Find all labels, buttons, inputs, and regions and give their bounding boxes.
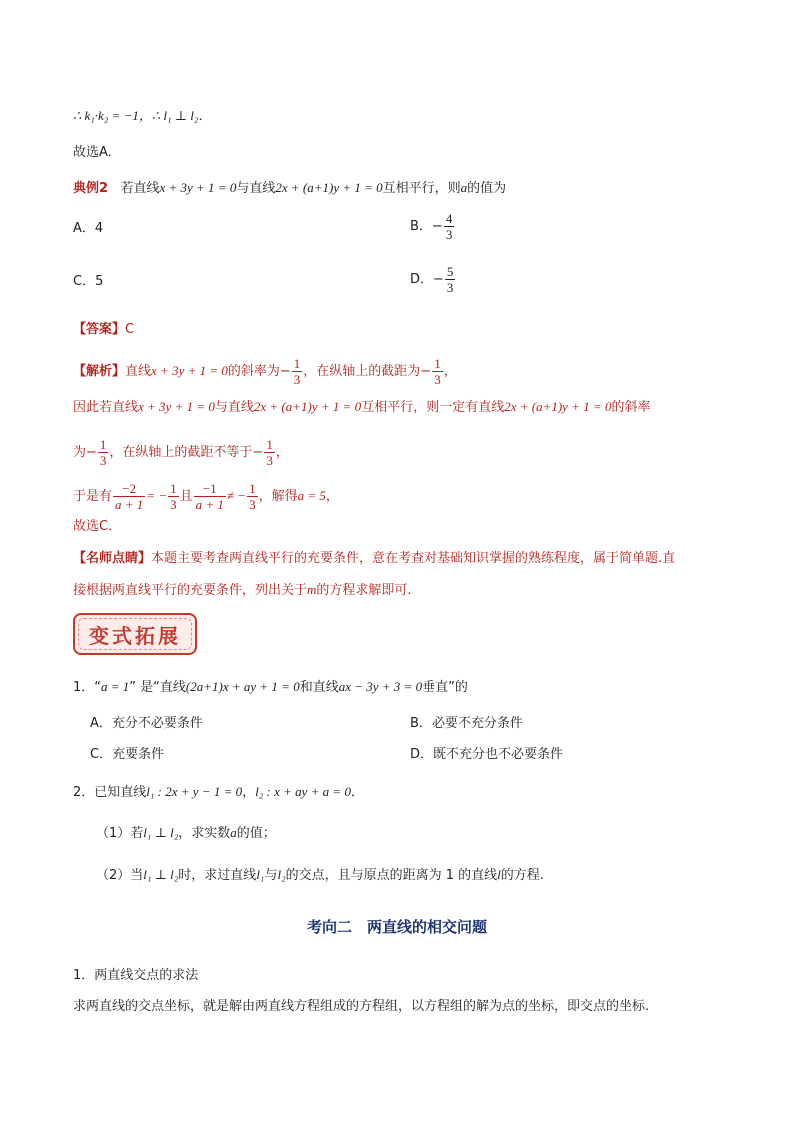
exercise-1-stem: 1．“a = 1” 是“直线(2a+1)x + ay + 1 = 0和直线ax − 3y + 3 = 0垂直”的 — [73, 679, 468, 695]
equation: 2x + (a+1)y + 1 = 0 — [275, 180, 383, 195]
analysis-line-2: 因此若直线x + 3y + 1 = 0与直线2x + (a+1)y + 1 = 0互相平行，则一定有直线2x + (a+1)y + 1 = 0的斜率 — [73, 399, 651, 415]
conclusion-line: ∴ k₁·k₂ = −1，∴ l₁ ⊥ l₂． — [73, 108, 212, 123]
ex1-option-c: C．充要条件 — [90, 747, 165, 762]
ex1-option-b: B．必要不充分条件 — [410, 716, 523, 731]
choose-a-line: 故选A. — [73, 145, 112, 160]
teacher-note-line-1: 【名师点睛】本题主要考查两直线平行的充要条件，意在考查对基础知识掌握的熟练程度，属于简单题.直 — [73, 551, 676, 566]
analysis-line-1: 【解析】直线x + 3y + 1 = 0的斜率为− $\frac{1}{3}$ ，在纵轴上的截距为− $\frac{1}{3}$ ， — [73, 356, 457, 387]
example2-stem: 典例2 若直线x + 3y + 1 = 0与直线2x + (a+1)y + 1 = 0互相平行，则a的值为 — [73, 180, 507, 196]
section-paragraph: 求两直线的交点坐标，就是解由两直线方程组成的方程组，以方程组的解为点的坐标，即交点的坐标. — [73, 999, 650, 1014]
section-heading: 1．两直线交点的求法 — [73, 968, 199, 983]
fraction: $\frac{-2}{a + 1}$ — [115, 481, 144, 512]
option-c: C．5 — [73, 274, 104, 289]
fraction: $\frac{1}{3}$ — [170, 481, 177, 512]
fraction: $\frac{-1}{a + 1}$ — [195, 481, 224, 512]
answer-line — [73, 320, 134, 340]
fraction: $\frac{1}{3}$ — [249, 481, 256, 512]
option-b: B．− $\frac{4}{3}$ — [410, 211, 453, 242]
variant-practice-banner — [73, 613, 197, 655]
section-title: 考向二 两直线的相交问题 — [306, 918, 487, 936]
equation: x + 3y + 1 = 0 — [159, 180, 237, 195]
answer-tag: 【答案】 — [73, 322, 126, 337]
fraction: $\frac{1}{3}$ — [293, 356, 301, 387]
exercise-2-q1: （1）若l₁ ⊥ l₂，求实数a的值； — [96, 825, 276, 841]
example-label: 典例2 — [73, 181, 109, 196]
banner-text: 变式拓展 — [89, 623, 181, 648]
fraction: $\frac{1}{3}$ — [266, 437, 273, 468]
teacher-note-line-2: 接根据两直线平行的充要条件，列出关于m的方程求解即可. — [73, 582, 412, 598]
ex1-option-d: D．既不充分也不必要条件 — [410, 747, 564, 762]
analysis-line-3: 为− $\frac{1}{3}$ ，在纵轴上的截距不等于− $\frac{1}{3}$ ， — [73, 437, 289, 468]
exercise-2-stem: 2．已知直线l₁ : 2x + y − 1 = 0，l₂ : x + ay + a = 0． — [73, 784, 364, 800]
option-d: D．− $\frac{5}{3}$ — [410, 264, 454, 295]
analysis-line-4: 于是有 $\frac{-2}{a + 1}$ = − $\frac{1}{3}$ 且 $\frac{-1}{a + 1}$ ≠ − $\frac{1}{3}$ ，解得a = 5， — [73, 481, 339, 512]
answer-value: C — [125, 322, 135, 337]
exercise-2-q2: （2）当l₁ ⊥ l₂时，求过直线l₁与l₂的交点，且与原点的距离为 1 的直线l的方程. — [96, 867, 544, 883]
fraction: $\frac{5}{3}$ — [446, 264, 454, 295]
option-a: A．4 — [73, 221, 104, 236]
fraction: $\frac{1}{3}$ — [99, 437, 107, 468]
teacher-note-tag: 【名师点睛】 — [73, 551, 152, 566]
fraction: $\frac{4}{3}$ — [445, 211, 453, 242]
fraction: $\frac{1}{3}$ — [434, 356, 441, 387]
ex1-option-a: A．充分不必要条件 — [90, 716, 203, 731]
analysis-choose: 故选C． — [73, 519, 122, 534]
